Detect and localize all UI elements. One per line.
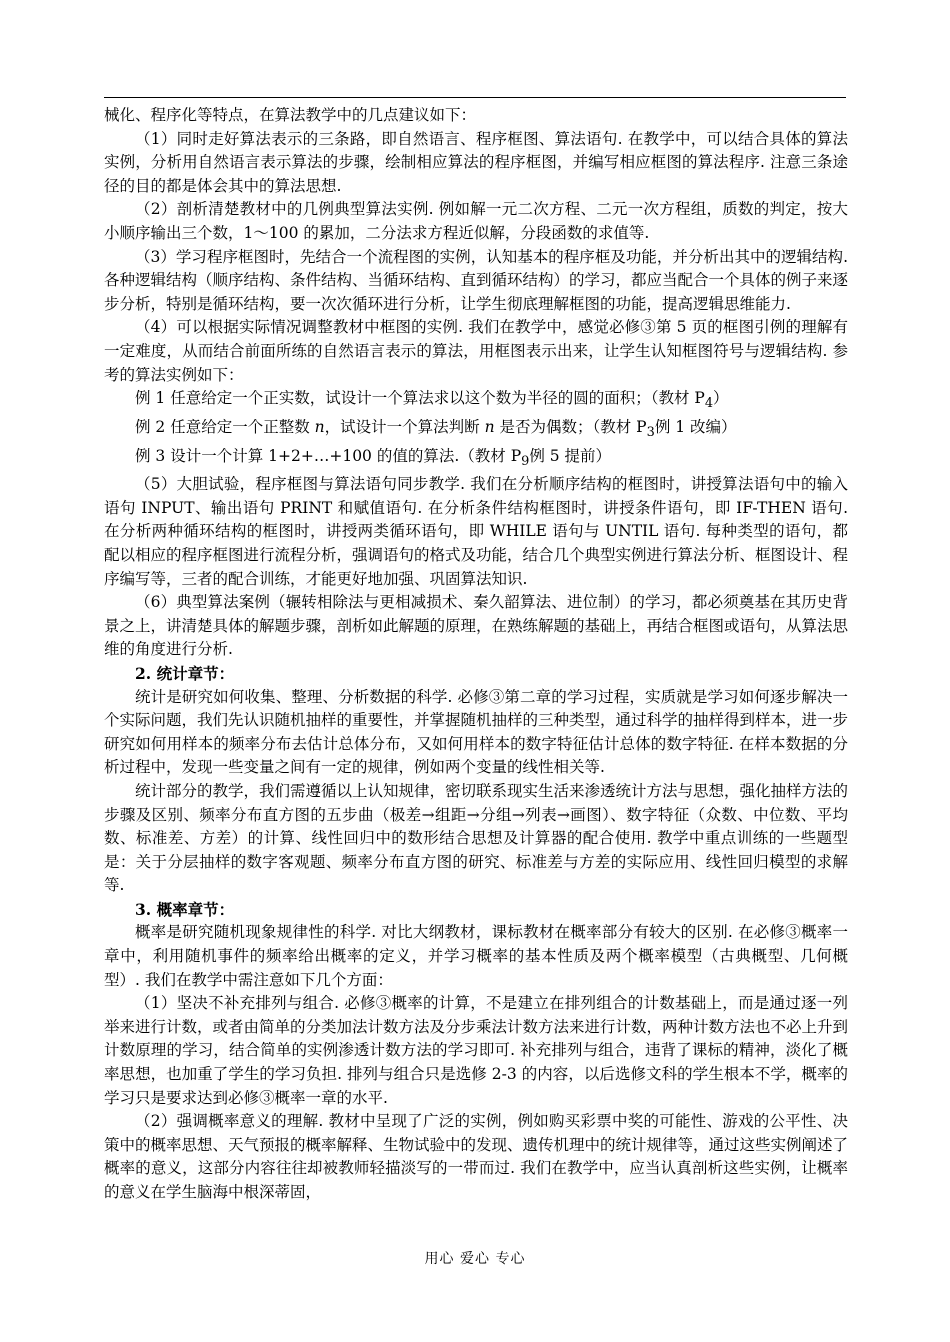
paragraph: 概率是研究随机现象规律性的科学. 对比大纲教材，课标教材在概率部分有较大的区别. 在必修③概率一章中，利用随机事件的频率给出概率的定义，并学习概率的基本性质及两个概率模型（古典概型、几何概型）. 我们在教学中需注意如下几个方面： [104,923,848,989]
paragraph: （5）大胆试验，程序框图与算法语句同步教学. 我们在分析顺序结构的框图时，讲授算法语句中的输入语句 INPUT、输出语句 PRINT 和赋值语句. 在分析条件结构框图时，讲授条件语句，即 IF-THEN 语句. 在分析两种循环结构的框图时，讲授两类循环语句，即 WHILE 语句与 UNTIL 语句. 每种类型的语句，都配以相应的程序框图进行流程分析，强调语句的格式及功能，结合几个典型实例进行算法分析、框图设计、程序编写等，三者的配合训练，才能更好地加强、巩固算法知识. [104,475,849,588]
paragraph: （1）同时走好算法表示的三条路，即自然语言、程序框图、算法语句. 在教学中，可以结合具体的算法实例，分析用自然语言表示算法的步骤，绘制相应算法的程序框图，并编写相应框图的算法程序. 注意三条途径的目的都是体会其中的算法思想. [104,129,848,195]
document-body [104,104,848,1205]
paragraph: （2）剖析清楚教材中的几例典型算法实例. 例如解一元二次方程、二元一次方程组，质数的判定，按大小顺序输出三个数，1～100 的累加，二分法求方程近似解，分段函数的求值等. [104,200,848,242]
paragraph: 统计是研究如何收集、整理、分析数据的科学. 必修③第二章的学习过程，实质就是学习如何逐步解决一个实际问题，我们先认识随机抽样的重要性，并掌握随机抽样的三种类型，通过科学的抽样得到样本，进一步研究如何用样本的频率分布去估计总体分布，又如何用样本的数字特征估计总体的数字特征. 在样本数据的分析过程中，发现一些变量之间有一定的规律，例如两个变量的线性相关等. [104,687,849,777]
paragraph: （2）强调概率意义的理解. 教材中呈现了广泛的实例，例如购买彩票中奖的可能性、游戏的公平性、决策中的概率思想、天气预报的概率解释、生物试验中的发现、遗传机理中的统计规律等，通过这些实例阐述了概率的意义，这部分内容往往却被教师轻描淡写的一带而过. 我们在教学中，应当认真剖析这些实例，让概率的意义在学生脑海中根深蒂固， [104,1112,849,1201]
paragraph: 械化、程序化等特点，在算法教学中的几点建议如下： [104,106,477,124]
section-heading: 3. 概率章节： [135,899,235,919]
paragraph: 例 3 设计一个计算 1+2+…+100 的值的算法.（教材 $P_9$例 5 提前） [135,446,612,469]
paragraph: （6）典型算法案例（辗转相除法与更相减损术、秦久韶算法、进位制）的学习，都必须奠基在其历史背景之上，讲清楚具体的解题步骤，剖析如此解题的原理，在熟练解题的基础上，再结合框图或语句，从算法思维的角度进行分析. [104,593,849,659]
paragraph: 例 2 任意给定一个正整数 n，试设计一个算法判断 n 是否为偶数；（教材 $P_3$例 1 改编） [135,417,737,440]
header-rule [104,97,846,98]
paragraph: 例 1 任意给定一个正实数，试设计一个算法求以这个数为半径的圆的面积；（教材 $P_4$） [135,389,729,412]
paragraph: （1）坚决不补充排列与组合. 必修③概率的计算，不是建立在排列组合的计数基础上，而是通过逐一列举来进行计数，或者由简单的分类加法计数方法及分步乘法计数方法来进行计数，两种计数方法也不必上升到计数原理的学习，结合简单的实例渗透计数方法的学习即可. 补充排列与组合，违背了课标的精神，淡化了概率思想，也加重了学生的学习负担. 排列与组合只是选修 2-3 的内容，以后选修文科的学生根本不学，概率的学习只是要求达到必修③概率一章的水平. [104,994,849,1107]
section-heading: 2. 统计章节： [135,663,235,683]
paragraph: （4）可以根据实际情况调整教材中框图的实例. 我们在教学中，感觉必修③第 5 页的框图引例的理解有一定难度，从而结合前面所练的自然语言表示的算法，用框图表示出来，让学生认知框图符号与逻辑结构. 参考的算法实例如下： [104,318,848,384]
page-footer: 用心 爱心 专心 [424,1251,526,1267]
paragraph: 统计部分的教学，我们需遵循以上认知规律，密切联系现实生活来渗透统计方法与思想，强化抽样方法的步骤及区别、频率分布直方图的五步曲（极差→组距→分组→列表→画图）、数字特征（众数、中位数、平均数、标准差、方差）的计算、线性回归中的数形结合思想及计算器的配合使用. 教学中重点训练的一些题型是：关于分层抽样的数字客观题、频率分布直方图的研究、标准差与方差的实际应用、线性回归模型的求解等. [104,781,849,895]
paragraph: （3）学习程序框图时，先结合一个流程图的实例，认知基本的程序框及功能，并分析出其中的逻辑结构. 各种逻辑结构（顺序结构、条件结构、当循环结构、直到循环结构）的学习，都应当配合一个具体的例子来逐步分析，特别是循环结构，要一次次循环进行分析，让学生彻底理解框图的功能，提高逻辑思维能力. [104,247,849,313]
